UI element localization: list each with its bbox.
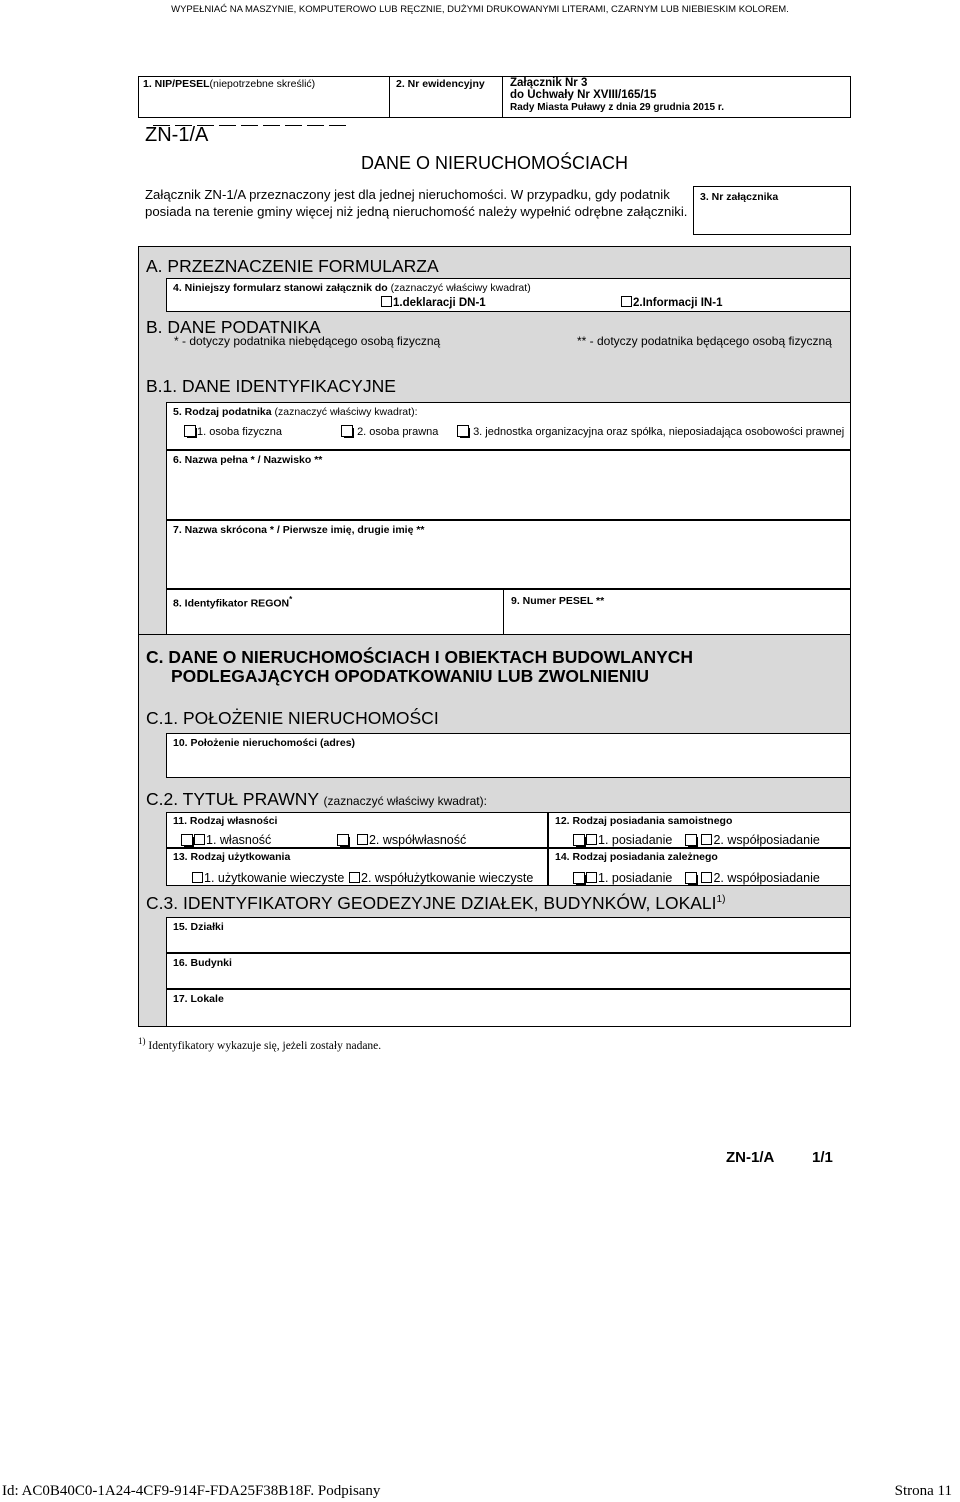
footnote-mark: 1) bbox=[138, 1036, 146, 1046]
checkbox-wspolposiadanie[interactable]: 2. współposiadanie bbox=[685, 833, 820, 847]
checkbox-jednostka[interactable]: 3. jednostka organizacyjna oraz spółka, nieposiadająca osobowości prawnej bbox=[457, 425, 844, 438]
intro-text: Załącznik ZN-1/A przeznaczony jest dla jednej nieruchomości. W przypadku, gdy podatnik posiada na terenie gminy więcej niż jedną nieruchomość należy wypełnić odrębne załączniki. bbox=[145, 187, 688, 219]
field-4-box bbox=[166, 278, 851, 312]
field-6-nazwa-pelna[interactable] bbox=[166, 450, 851, 520]
checkbox-square-icon[interactable] bbox=[357, 834, 368, 845]
checkbox-shadow-icon[interactable] bbox=[184, 425, 196, 437]
field-15-dzialki[interactable] bbox=[166, 917, 851, 953]
field-11-rodzaj-wlasnosci bbox=[166, 812, 548, 848]
checkbox-square-icon[interactable] bbox=[621, 296, 632, 307]
attachment-reference: Załącznik Nr 3 do Uchwały Nr XVIII/165/15 Rady Miasta Puławy z dnia 29 grudnia 2015 r. bbox=[510, 77, 724, 113]
section-c2-title: C.2. TYTUŁ PRAWNY (zaznaczyć właściwy kwadrat): bbox=[146, 789, 487, 809]
field-15-label: 15. Działki bbox=[173, 921, 224, 933]
nr-ewidencyjny-field[interactable] bbox=[389, 76, 503, 118]
field-12-label: 12. Rodzaj posiadania samoistnego bbox=[555, 815, 733, 827]
checkbox-square-icon[interactable] bbox=[194, 834, 205, 845]
checkbox-shadow-icon[interactable] bbox=[181, 834, 193, 846]
nip-pesel-label: 1. NIP/PESEL bbox=[143, 78, 210, 90]
checkbox-wspolposiadanie-zalezne[interactable]: 2. współposiadanie bbox=[685, 871, 820, 885]
checkbox-uzytkowanie-wieczyste[interactable]: 1. użytkowanie wieczyste bbox=[192, 871, 344, 885]
field-4-note: (zaznaczyć właściwy kwadrat) bbox=[390, 282, 531, 294]
field-5-note: (zaznaczyć właściwy kwadrat): bbox=[274, 406, 418, 418]
checkbox-wspolwlasnosc[interactable]: 2. współwłasność bbox=[337, 833, 466, 847]
field-8-regon[interactable] bbox=[166, 589, 504, 635]
form-code: ZN-1/A bbox=[145, 124, 209, 146]
option-dn1-label: 1.deklaracji DN-1 bbox=[393, 297, 486, 309]
checkbox-square-icon[interactable] bbox=[586, 834, 597, 845]
field-9-label: 9. Numer PESEL ** bbox=[511, 595, 605, 607]
field-16-budynki[interactable] bbox=[166, 953, 851, 989]
section-a-title: A. PRZEZNACZENIE FORMULARZA bbox=[146, 256, 439, 276]
nr-zalacznika-field[interactable] bbox=[693, 186, 851, 235]
checkbox-posiadanie-zalezne[interactable]: 1. posiadanie bbox=[573, 871, 672, 885]
field-14-label: 14. Rodzaj posiadania zależnego bbox=[555, 851, 718, 863]
page-indicator: Strona 11 bbox=[894, 1483, 952, 1499]
checkbox-shadow-icon[interactable] bbox=[337, 834, 349, 846]
field-16-label: 16. Budynki bbox=[173, 957, 232, 969]
field-8-label: 8. Identyfikator REGON bbox=[173, 597, 290, 610]
section-b-title: B. DANE PODATNIKA bbox=[146, 317, 321, 337]
checkbox-dn1[interactable] bbox=[381, 296, 486, 309]
checkbox-osoba-prawna[interactable]: 2. osoba prawna bbox=[341, 425, 438, 438]
footnote-text: Identyfikatory wykazuje się, jeżeli zostały nadane. bbox=[148, 1039, 382, 1052]
checkbox-posiadanie[interactable]: 1. posiadanie bbox=[573, 833, 672, 847]
nr-zalacznika-label: 3. Nr załącznika bbox=[700, 191, 779, 203]
section-c1-title: C.1. POŁOŻENIE NIERUCHOMOŚCI bbox=[146, 708, 439, 728]
field-17-label: 17. Lokale bbox=[173, 993, 224, 1005]
footer-page-number: 1/1 bbox=[812, 1149, 833, 1166]
field-6-label: 6. Nazwa pełna * / Nazwisko ** bbox=[173, 454, 323, 466]
nr-ewidencyjny-label: 2. Nr ewidencyjny bbox=[396, 78, 485, 90]
checkbox-in1[interactable] bbox=[621, 296, 722, 309]
checkbox-square-icon[interactable] bbox=[586, 872, 597, 883]
checkbox-square-icon[interactable] bbox=[701, 872, 712, 883]
field-8-sup: * bbox=[289, 595, 293, 604]
field-11-label: 11. Rodzaj własności bbox=[173, 815, 278, 827]
fill-instruction: WYPEŁNIAĆ NA MASZYNIE, KOMPUTEROWO LUB RĘCZNIE, DUŻYMI DRUKOWANYMI LITERAMI, CZARNYM LUB NIEBIESKIM KOLOREM. bbox=[171, 4, 789, 15]
checkbox-square-icon[interactable] bbox=[349, 872, 360, 883]
field-14-posiadanie-zalezne bbox=[548, 848, 851, 886]
checkbox-shadow-icon[interactable] bbox=[685, 872, 697, 884]
nip-pesel-field[interactable] bbox=[138, 76, 389, 118]
section-c-title: C. DANE O NIERUCHOMOŚCIACH I OBIEKTACH BUDOWLANYCH PODLEGAJĄCYCH OPODATKOWANIU LUB ZWOLNIENIU bbox=[146, 647, 694, 686]
checkbox-wspoluzytkowanie-wieczyste[interactable]: 2. współużytkowanie wieczyste bbox=[349, 871, 533, 885]
checkbox-shadow-icon[interactable] bbox=[341, 425, 353, 437]
nip-pesel-note: (niepotrzebne skreślić) bbox=[209, 78, 316, 90]
field-17-lokale[interactable] bbox=[166, 989, 851, 1027]
field-4-label: 4. Niniejszy formularz stanowi załącznik do bbox=[173, 282, 388, 294]
field-5-box bbox=[166, 402, 851, 450]
footer-form-code: ZN-1/A bbox=[726, 1149, 775, 1166]
field-13-label: 13. Rodzaj użytkowania bbox=[173, 851, 291, 863]
option-in1-label: 2.Informacji IN-1 bbox=[633, 297, 723, 309]
field-10-polozenie[interactable] bbox=[166, 733, 851, 778]
field-10-label: 10. Położenie nieruchomości (adres) bbox=[173, 737, 356, 749]
checkbox-square-icon[interactable] bbox=[701, 834, 712, 845]
checkbox-square-icon[interactable] bbox=[381, 296, 392, 307]
footnote bbox=[138, 1036, 381, 1052]
document-id: Id: AC0B40C0-1A24-4CF9-914F-FDA25F38B18F. Podpisany bbox=[2, 1483, 381, 1499]
section-c3-sup: 1) bbox=[716, 894, 726, 906]
field-7-nazwa-skrocona[interactable] bbox=[166, 520, 851, 589]
section-c3-title: C.3. IDENTYFIKATORY GEODEZYJNE DZIAŁEK, BUDYNKÓW, LOKALI$^{1)}$ bbox=[146, 893, 726, 913]
field-12-posiadanie-samoistne bbox=[548, 812, 851, 848]
section-b-note-1: * - dotyczy podatnika niebędącego osobą fizyczną bbox=[174, 334, 441, 348]
field-7-label: 7. Nazwa skrócona * / Pierwsze imię, drugie imię ** bbox=[173, 524, 425, 536]
field-5-label: 5. Rodzaj podatnika bbox=[173, 406, 272, 418]
checkbox-shadow-icon[interactable] bbox=[573, 834, 585, 846]
section-b1-title: B.1. DANE IDENTYFIKACYJNE bbox=[146, 376, 396, 396]
field-9-pesel[interactable] bbox=[503, 589, 851, 635]
checkbox-wlasnosc[interactable]: 1. własność bbox=[181, 833, 271, 847]
field-13-rodzaj-uzytkowania bbox=[166, 848, 548, 886]
section-c2-note: (zaznaczyć właściwy kwadrat): bbox=[323, 794, 487, 808]
checkbox-square-icon[interactable] bbox=[192, 872, 203, 883]
checkbox-osoba-fizyczna[interactable]: 1. osoba fizyczna bbox=[184, 425, 282, 438]
main-title: DANE O NIERUCHOMOŚCIACH bbox=[360, 153, 629, 173]
checkbox-shadow-icon[interactable] bbox=[457, 425, 469, 437]
checkbox-shadow-icon[interactable] bbox=[573, 872, 585, 884]
checkbox-shadow-icon[interactable] bbox=[685, 834, 697, 846]
section-b-note-2: ** - dotyczy podatnika będącego osobą fizyczną bbox=[577, 334, 832, 348]
